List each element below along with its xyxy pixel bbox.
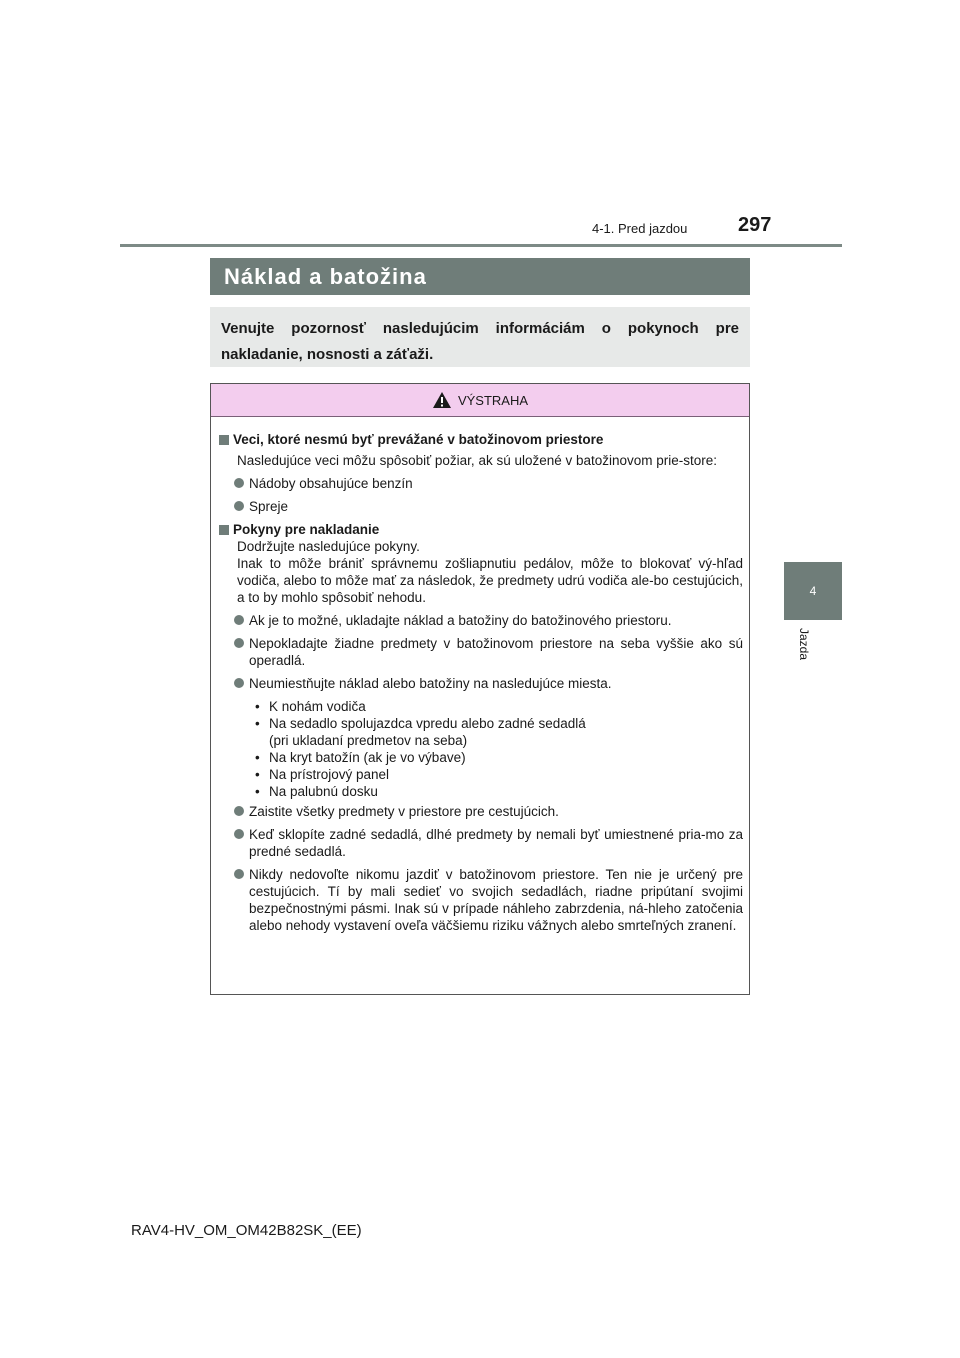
sub-list-text: Na prístrojový panel xyxy=(269,767,390,782)
round-bullet-icon xyxy=(234,829,244,839)
page-title-text: Náklad a batožina xyxy=(224,263,427,289)
sub-list-text: Na kryt batožín (ak je vo výbave) xyxy=(269,750,466,765)
list-item-text: Zaistite všetky predmety v priestore pre cestujúcich. xyxy=(249,804,559,819)
places-list xyxy=(255,698,743,800)
chapter-tab xyxy=(784,562,842,620)
section-label: 4-1. Pred jazdou xyxy=(592,221,688,236)
dot-bullet-icon: • xyxy=(255,767,260,782)
round-bullet-icon xyxy=(234,678,244,688)
sub-list-item xyxy=(255,749,743,766)
paragraph: Dodržujte nasledujúce pokyny. xyxy=(237,539,420,554)
round-bullet-icon xyxy=(234,615,244,625)
dot-bullet-icon: • xyxy=(255,750,260,765)
subhead-text: Pokyny pre nakladanie xyxy=(233,522,380,537)
chapter-name: Jazda xyxy=(797,628,811,661)
chapter-number: 4 xyxy=(809,584,817,598)
list-item xyxy=(234,475,743,492)
intro-box xyxy=(210,307,750,367)
sub-list-item xyxy=(255,715,743,732)
sub-list-text: Na sedadlo spolujazdca vpredu alebo zadné sedadlá xyxy=(269,716,586,731)
dot-bullet-icon: • xyxy=(255,784,260,799)
list-item-text: Keď sklopíte zadné sedadlá, dlhé predmety by nemali byť umiestnené pria-mo za predné sedadlá. xyxy=(249,827,743,859)
subhead-text: Veci, ktoré nesmú byť prevážané v batožinovom priestore xyxy=(233,432,604,447)
list-item xyxy=(234,803,743,820)
sub-list-text: K nohám vodiča xyxy=(269,699,366,714)
round-bullet-icon xyxy=(234,501,244,511)
intro-text: Venujte pozornosť nasledujúcim informáciám o pokynoch pre nakladanie, nosnosti a záťaži. xyxy=(221,320,739,363)
list-item xyxy=(234,826,743,860)
list-item-text: Nádoby obsahujúce benzín xyxy=(249,476,413,491)
warning-box xyxy=(210,383,750,995)
list-item-text: Spreje xyxy=(249,499,289,514)
list-item xyxy=(234,612,743,629)
list-item xyxy=(234,635,743,669)
page-number: 297 xyxy=(738,214,772,236)
square-bullet-icon xyxy=(219,435,229,445)
subhead-loading xyxy=(217,521,743,538)
warning-header xyxy=(211,384,749,417)
square-bullet-icon xyxy=(219,525,229,535)
warning-triangle-icon xyxy=(432,391,452,409)
subhead-forbidden-items xyxy=(217,431,743,448)
sub-list-text: Na palubnú dosku xyxy=(269,784,378,799)
sub-list-item xyxy=(255,783,743,800)
footer-code: RAV4-HV_OM_OM42B82SK_(EE) xyxy=(131,1222,362,1239)
page-title xyxy=(210,258,750,295)
round-bullet-icon xyxy=(234,638,244,648)
round-bullet-icon xyxy=(234,478,244,488)
dot-bullet-icon: • xyxy=(255,699,260,714)
chapter-side-label xyxy=(795,628,811,688)
list-item xyxy=(234,675,743,692)
dot-bullet-icon: • xyxy=(255,716,260,731)
list-item-text: Ak je to možné, ukladajte náklad a batožiny do batožinového priestoru. xyxy=(249,613,672,628)
sub-list-item xyxy=(255,732,743,749)
warning-body xyxy=(211,417,749,934)
warning-label: VÝSTRAHA xyxy=(457,392,529,408)
list-item xyxy=(234,866,743,934)
header-line xyxy=(120,244,842,247)
list-item-text: Neumiestňujte náklad alebo batožiny na nasledujúce miesta. xyxy=(249,676,612,691)
sub-list-item xyxy=(255,698,743,715)
list-item-text: Nepokladajte žiadne predmety v batožinovom priestore na seba vyššie ako sú operadlá. xyxy=(249,636,743,668)
paragraph: Nasledujúce veci môžu spôsobiť požiar, ak sú uložené v batožinovom prie-store: xyxy=(237,453,718,468)
round-bullet-icon xyxy=(234,806,244,816)
round-bullet-icon xyxy=(234,869,244,879)
sub-list-text: (pri ukladaní predmetov na seba) xyxy=(269,733,468,748)
sub-list-item xyxy=(255,766,743,783)
list-item xyxy=(234,498,743,515)
paragraph: Inak to môže brániť správnemu zošliapnutiu pedálov, môže to blokovať vý-hľad vodiča, alebo to môže mať za následok, že predmety udrú vodiča ale-bo cestujúcich, a to by mohlo spôsobiť nehodu. xyxy=(237,556,743,605)
list-item-text: Nikdy nedovoľte nikomu jazdiť v batožinovom priestore. Ten nie je určený pre cestujúcich. Tí by mali sedieť vo svojich sedadlách, riadne pripútaní svojimi bezpečnostnými pásmi. Inak sú v prípade náhleho zabrzdenia, ná-hleho zatočenia alebo nehody vystavení oveľa väčšiemu riziku vážnych alebo smrteľných zranení. xyxy=(249,867,743,933)
